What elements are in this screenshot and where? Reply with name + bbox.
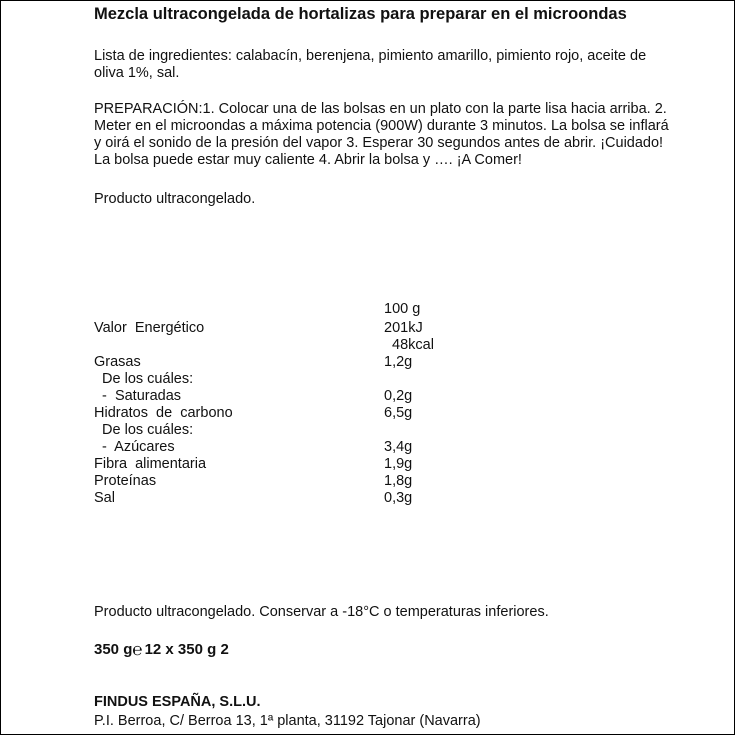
nutrition-row-value: 0,3g: [384, 490, 413, 506]
nutrition-per-header: 100 g: [384, 301, 421, 317]
nutrition-row-value: 48kcal: [384, 337, 434, 353]
nutrition-row-name: Grasas: [94, 354, 141, 370]
ingredients-list: Lista de ingredientes: calabacín, berenjena, pimiento amarillo, pimiento rojo, aceite de oliva 1%, sal.: [94, 48, 647, 81]
nutrition-row-value: 201kJ: [384, 320, 423, 336]
nutrition-row-value: 1,8g: [384, 473, 413, 489]
nutrition-row: [94, 405, 454, 422]
nutrition-row-name: Valor Energético: [94, 320, 205, 336]
package-info: [94, 641, 674, 658]
nutrition-row-name: Proteínas: [94, 473, 157, 489]
nutrition-row-value: 1,9g: [384, 456, 413, 472]
nutrition-row: [94, 371, 454, 388]
nutrition-row: [94, 320, 454, 337]
nutrition-row-name: Hidratos de carbono: [94, 405, 233, 421]
package-multi: 12 x 350 g 2: [144, 641, 229, 658]
company-address: P.I. Berroa, C/ Berroa 13, 1ª planta, 31192 Tajonar (Navarra): [94, 713, 481, 729]
nutrition-row-name: De los cuáles:: [94, 371, 194, 387]
nutrition-row-name: Sal: [94, 490, 115, 506]
product-title: Mezcla ultracongelada de hortalizas para preparar en el microondas: [94, 5, 627, 23]
nutrition-row: [94, 456, 454, 473]
nutrition-row-name: Fibra alimentaria: [94, 456, 207, 472]
nutrition-row-value: 6,5g: [384, 405, 413, 421]
nutrition-row: [94, 422, 454, 439]
nutrition-row: [94, 337, 454, 354]
nutrition-row: [94, 354, 454, 371]
nutrition-row-name: - Azúcares: [94, 439, 175, 455]
storage-instructions: Producto ultracongelado. Conservar a -18°C o temperaturas inferiores.: [94, 604, 549, 620]
nutrition-row: [94, 388, 454, 405]
nutrition-row: [94, 490, 454, 507]
company-name: FINDUS ESPAÑA, S.L.U.: [94, 694, 261, 710]
nutrition-row-value: 0,2g: [384, 388, 413, 404]
estimated-sign-icon: ℮: [132, 640, 143, 659]
nutrition-row-value: 1,2g: [384, 354, 413, 370]
nutrition-row: [94, 439, 454, 456]
nutrition-row: [94, 473, 454, 490]
nutrition-row-name: - Saturadas: [94, 388, 182, 404]
preparation-instructions: PREPARACIÓN:1. Colocar una de las bolsas en un plato con la parte lisa hacia arriba. 2. Meter en el microondas a máxima potencia (900W) durante 3 minutos. La bolsa se inflará y oirá el sonido de la presión del vapor 3. Esperar 30 segundos antes de abrir. ¡Cuidado! La bolsa puede estar muy caliente 4. Abrir la bolsa y …. ¡A Comer!: [94, 101, 669, 168]
nutrition-row-value: 3,4g: [384, 439, 413, 455]
net-weight: 350 g: [94, 641, 133, 658]
nutrition-row-name: De los cuáles:: [94, 422, 194, 438]
product-type: Producto ultracongelado.: [94, 191, 256, 207]
